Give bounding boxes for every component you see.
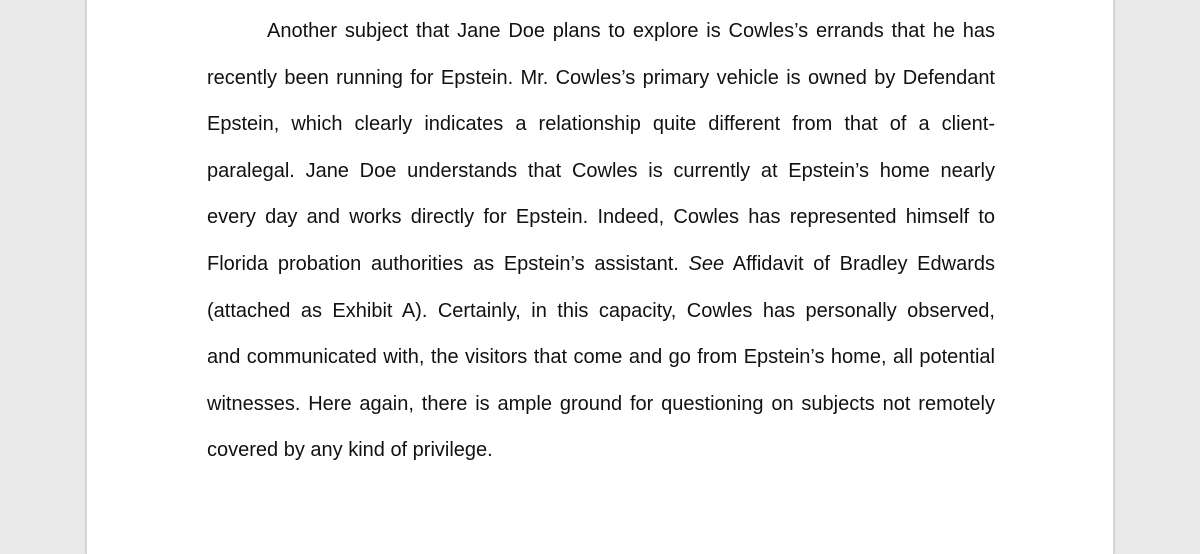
paragraph-line-8: and communicated with, the visitors that come and go from Epstein’s home, all potential <box>207 346 995 369</box>
paragraph-line-1: Another subject that Jane Doe plans to explore is Cowles’s errands that he has <box>267 20 995 42</box>
paragraph-line-3: Epstein, which clearly indicates a relationship quite different from that of a client- <box>207 113 995 136</box>
paragraph-line-4: paralegal. Jane Doe understands that Cowles is currently at Epstein’s home nearly <box>207 159 995 182</box>
document-page <box>86 0 1114 554</box>
paragraph-line-2: recently been running for Epstein. Mr. Cowles’s primary vehicle is owned by Defendant <box>207 66 995 89</box>
paragraph-line-6 <box>207 241 995 288</box>
line-6-text-after: Affidavit of Bradley Edwards <box>724 252 995 275</box>
see-signal-italic: See <box>688 252 725 275</box>
paragraph-line-5: every day and works directly for Epstein. Indeed, Cowles has represented himself to <box>207 206 995 229</box>
body-paragraph <box>207 8 995 474</box>
paragraph-line-7: (attached as Exhibit A). Certainly, in this capacity, Cowles has personally observed, <box>207 299 995 322</box>
paragraph-line-9: witnesses. Here again, there is ample ground for questioning on subjects not remotely <box>207 392 995 415</box>
line-6-text-before: Florida probation authorities as Epstein’s assistant. <box>207 252 689 275</box>
paragraph-line-10: covered by any kind of privilege. <box>207 439 493 462</box>
